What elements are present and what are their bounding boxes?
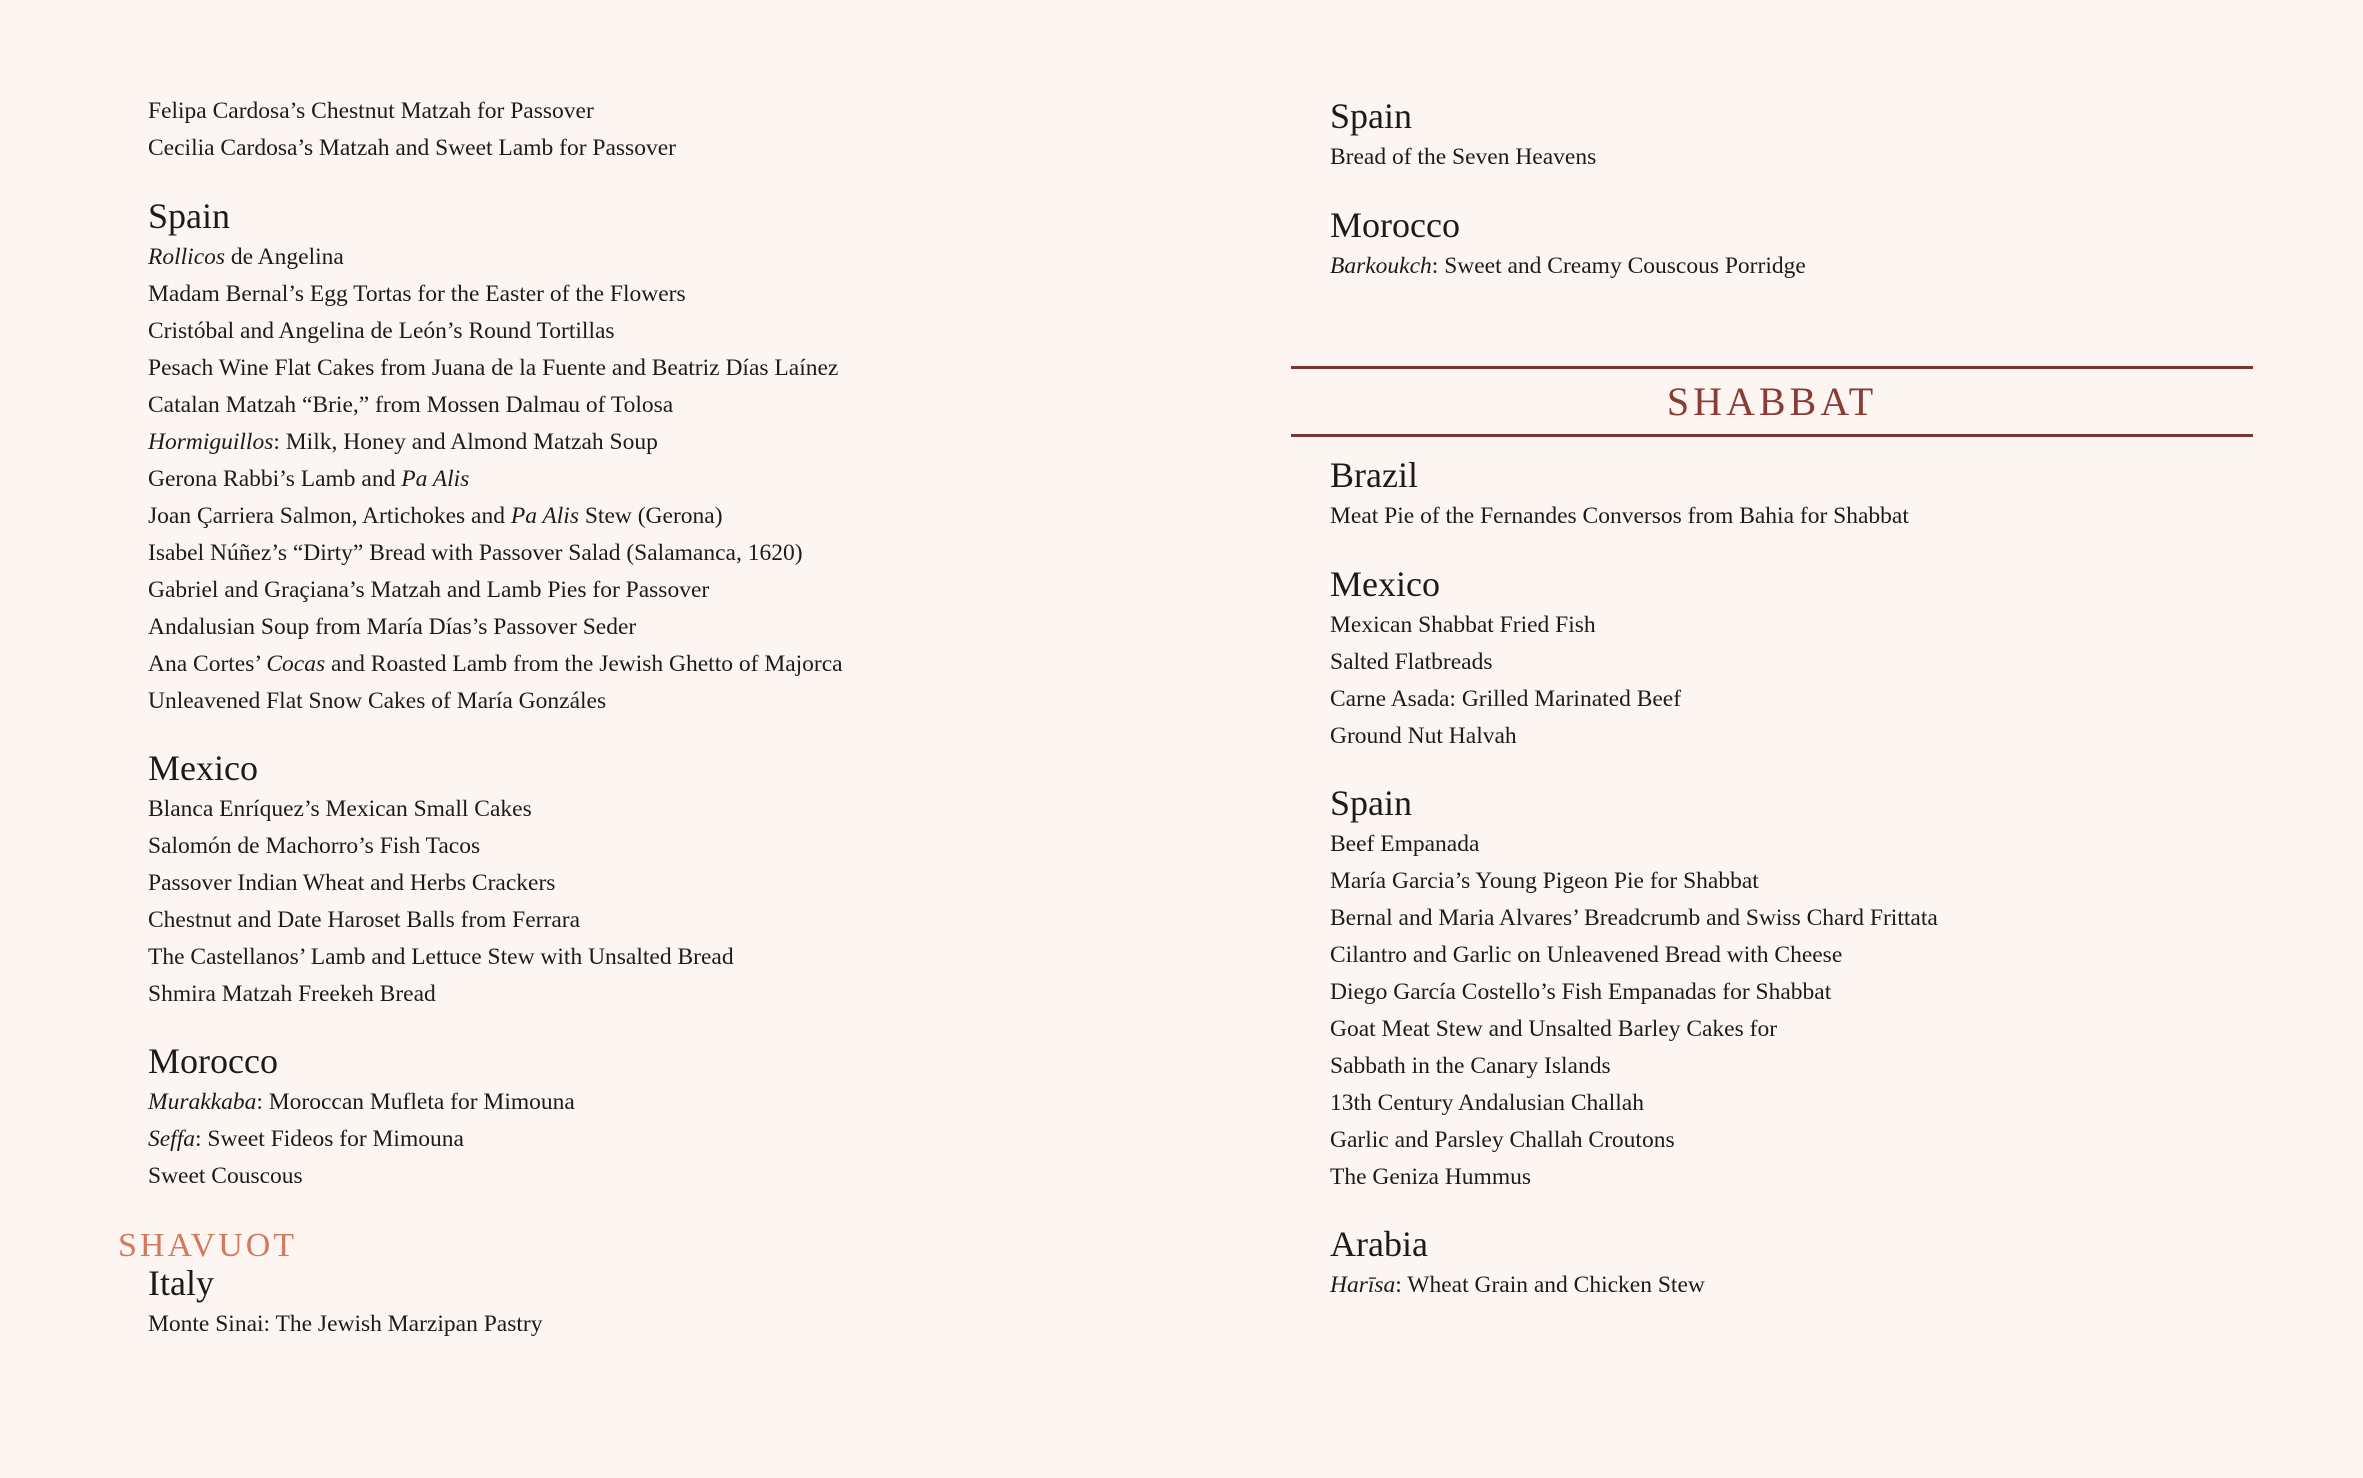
recipe-item: Garlic and Parsley Challah Croutons	[1330, 1127, 1675, 1153]
region-heading-mexico: Mexico	[148, 748, 258, 788]
recipe-item: Isabel Núñez’s “Dirty” Bread with Passover Salad (Salamanca, 1620)	[148, 540, 803, 566]
recipe-item: The Geniza Hummus	[1330, 1164, 1532, 1190]
region-heading-spain: Spain	[1330, 96, 1413, 136]
recipe-item: The Castellanos’ Lamb and Lettuce Stew with Unsalted Bread	[148, 944, 734, 970]
recipe-item: Cecilia Cardosa’s Matzah and Sweet Lamb for Passover	[148, 135, 676, 161]
recipe-item: Ground Nut Halvah	[1330, 723, 1517, 749]
recipe-item: Passover Indian Wheat and Herbs Crackers	[148, 870, 556, 896]
divider-rule	[1291, 366, 2253, 369]
recipe-item: Gerona Rabbi’s Lamb and Pa Alis	[148, 466, 470, 492]
recipe-item: Unleavened Flat Snow Cakes of María Gonzáles	[148, 688, 607, 714]
recipe-item: Barkoukch: Sweet and Creamy Couscous Porridge	[1330, 253, 1806, 279]
recipe-item: Diego García Costello’s Fish Empanadas for Shabbat	[1330, 979, 1832, 1005]
recipe-item: Seffa: Sweet Fideos for Mimouna	[148, 1126, 464, 1152]
recipe-item: Bread of the Seven Heavens	[1330, 144, 1597, 170]
region-heading-italy: Italy	[148, 1263, 214, 1303]
recipe-item: Meat Pie of the Fernandes Conversos from Bahia for Shabbat	[1330, 503, 1909, 529]
region-heading-mexico: Mexico	[1330, 564, 1440, 604]
region-heading-morocco: Morocco	[148, 1041, 278, 1081]
recipe-item: Murakkaba: Moroccan Mufleta for Mimouna	[148, 1089, 575, 1115]
recipe-item: Salomón de Machorro’s Fish Tacos	[148, 833, 481, 859]
recipe-item: Shmira Matzah Freekeh Bread	[148, 981, 436, 1007]
recipe-item: Mexican Shabbat Fried Fish	[1330, 612, 1596, 638]
recipe-item: 13th Century Andalusian Challah	[1330, 1090, 1644, 1116]
recipe-item: Harīsa: Wheat Grain and Chicken Stew	[1330, 1272, 1705, 1298]
recipe-item: Chestnut and Date Haroset Balls from Ferrara	[148, 907, 581, 933]
recipe-item: Hormiguillos: Milk, Honey and Almond Matzah Soup	[148, 429, 658, 455]
recipe-item: Sabbath in the Canary Islands	[1330, 1053, 1611, 1079]
recipe-item: Andalusian Soup from María Días’s Passover Seder	[148, 614, 637, 640]
recipe-item: Bernal and Maria Alvares’ Breadcrumb and Swiss Chard Frittata	[1330, 905, 1938, 931]
divider-rule	[1291, 434, 2253, 437]
recipe-item: María Garcia’s Young Pigeon Pie for Shabbat	[1330, 868, 1759, 894]
region-heading-brazil: Brazil	[1330, 455, 1418, 495]
recipe-item: Pesach Wine Flat Cakes from Juana de la Fuente and Beatriz Días Laínez	[148, 355, 839, 381]
recipe-item: Felipa Cardosa’s Chestnut Matzah for Passover	[148, 98, 594, 124]
shabbat-banner	[1291, 366, 2253, 438]
recipe-item: Joan Çarriera Salmon, Artichokes and Pa Alis Stew (Gerona)	[148, 503, 723, 529]
recipe-item: Ana Cortes’ Cocas and Roasted Lamb from the Jewish Ghetto of Majorca	[148, 651, 843, 677]
recipe-item: Rollicos de Angelina	[148, 244, 344, 270]
recipe-item: Monte Sinai: The Jewish Marzipan Pastry	[148, 1311, 543, 1337]
recipe-item: Beef Empanada	[1330, 831, 1480, 857]
region-heading-arabia: Arabia	[1330, 1224, 1428, 1264]
recipe-item: Blanca Enríquez’s Mexican Small Cakes	[148, 796, 532, 822]
region-heading-morocco: Morocco	[1330, 205, 1460, 245]
recipe-item: Madam Bernal’s Egg Tortas for the Easter of the Flowers	[148, 281, 686, 307]
holiday-heading-shavuot: SHAVUOT	[118, 1227, 298, 1264]
recipe-item: Gabriel and Graçiana’s Matzah and Lamb Pies for Passover	[148, 577, 710, 603]
recipe-item: Catalan Matzah “Brie,” from Mossen Dalmau of Tolosa	[148, 392, 674, 418]
recipe-item: Salted Flatbreads	[1330, 649, 1493, 675]
recipe-item: Goat Meat Stew and Unsalted Barley Cakes for	[1330, 1016, 1778, 1042]
region-heading-spain: Spain	[148, 196, 231, 236]
recipe-item: Cilantro and Garlic on Unleavened Bread with Cheese	[1330, 942, 1843, 968]
recipe-item: Sweet Couscous	[148, 1163, 303, 1189]
holiday-heading-shabbat: SHABBAT	[1666, 379, 1878, 424]
recipe-item: Cristóbal and Angelina de León’s Round Tortillas	[148, 318, 615, 344]
region-heading-spain: Spain	[1330, 783, 1413, 823]
recipe-item: Carne Asada: Grilled Marinated Beef	[1330, 686, 1682, 712]
